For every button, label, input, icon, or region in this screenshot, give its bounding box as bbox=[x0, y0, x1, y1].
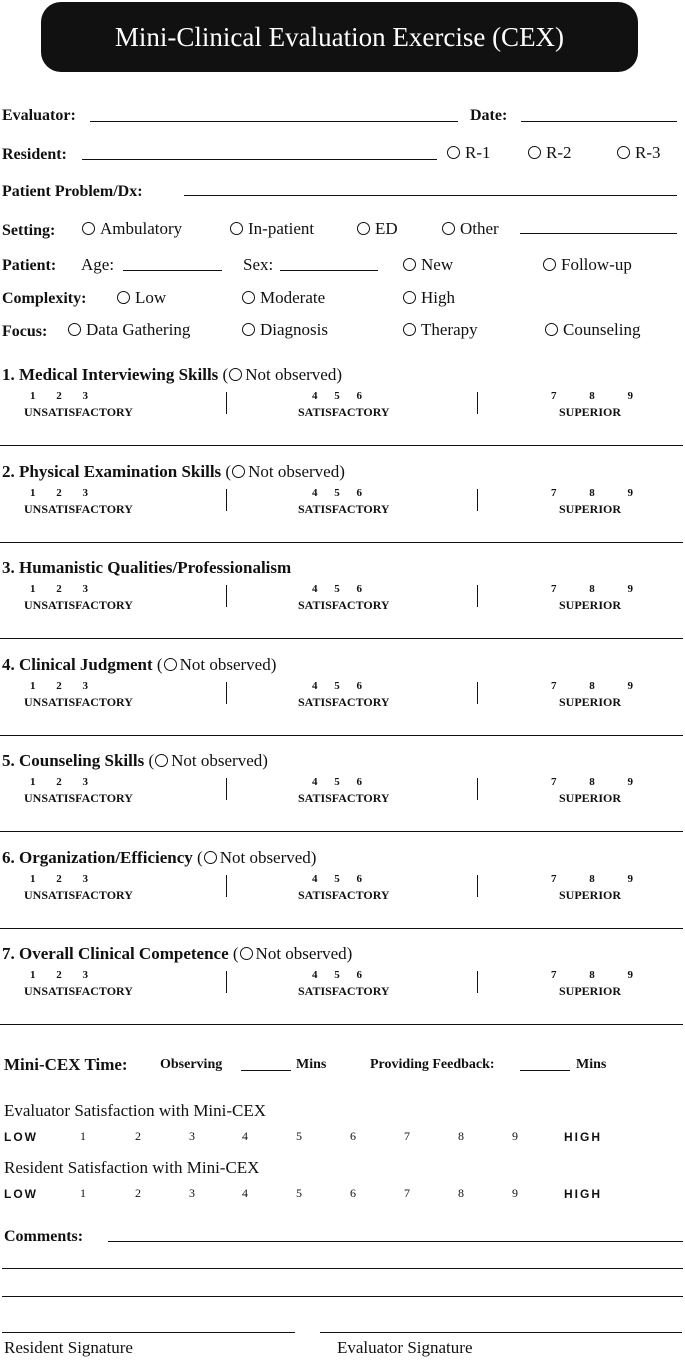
score-3[interactable]: 3 bbox=[82, 776, 88, 788]
radio-icon[interactable] bbox=[403, 258, 416, 271]
unsatisfactory-scores[interactable] bbox=[30, 390, 88, 402]
section-separator bbox=[0, 445, 683, 446]
observing-minutes-field[interactable] bbox=[241, 1070, 291, 1071]
section-2-title bbox=[2, 462, 345, 482]
not-observed-radio-icon[interactable] bbox=[240, 947, 253, 960]
focus-data-gathering[interactable]: Data Gathering bbox=[68, 320, 190, 340]
unsatisfactory-label: UNSATISFACTORY bbox=[24, 695, 133, 709]
scale-divider bbox=[226, 392, 227, 414]
superior-scores[interactable] bbox=[551, 680, 633, 692]
satisfactory-scores[interactable] bbox=[312, 969, 362, 981]
feedback-minutes-field[interactable] bbox=[520, 1070, 570, 1071]
setting-label: Setting: bbox=[2, 222, 56, 239]
score-3[interactable]: 3 bbox=[82, 680, 88, 692]
scale-divider bbox=[226, 875, 227, 897]
score-6[interactable]: 6 bbox=[356, 583, 362, 595]
comments-label: Comments: bbox=[4, 1228, 84, 1245]
superior-label: SUPERIOR bbox=[559, 791, 622, 805]
satisfaction-score-1[interactable]: 1 bbox=[80, 1129, 86, 1143]
not-observed-label: Not observed) bbox=[255, 944, 353, 963]
section-title-text: 7. Overall Clinical Competence bbox=[2, 944, 229, 963]
score-7[interactable]: 7 bbox=[551, 969, 557, 981]
section-7-title bbox=[2, 944, 352, 964]
resident-level-r3[interactable]: R-3 bbox=[617, 143, 661, 163]
satisfaction-score-4[interactable]: 4 bbox=[242, 1129, 248, 1143]
radio-icon[interactable] bbox=[403, 291, 416, 304]
feedback-label: Providing Feedback: bbox=[370, 1057, 495, 1072]
satisfaction-score-9[interactable]: 9 bbox=[512, 1186, 518, 1200]
not-observed-label: Not observed) bbox=[219, 848, 317, 867]
score-9[interactable]: 9 bbox=[627, 583, 633, 595]
not-observed-radio-icon[interactable] bbox=[204, 851, 217, 864]
satisfactory-scores[interactable] bbox=[312, 583, 362, 595]
score-5[interactable]: 5 bbox=[334, 390, 340, 402]
satisfaction-score-6[interactable]: 6 bbox=[350, 1186, 356, 1200]
score-2[interactable]: 2 bbox=[56, 583, 62, 595]
resident-signature-line[interactable] bbox=[2, 1332, 295, 1333]
score-2[interactable]: 2 bbox=[56, 390, 62, 402]
not-observed-label: Not observed) bbox=[248, 462, 345, 481]
scale-divider bbox=[477, 489, 478, 511]
score-3[interactable]: 3 bbox=[82, 969, 88, 981]
comments-field-line-2[interactable] bbox=[2, 1268, 683, 1269]
satisfaction-1-title: Evaluator Satisfaction with Mini-CEX bbox=[4, 1101, 267, 1120]
satisfaction-score-3[interactable]: 3 bbox=[189, 1186, 195, 1200]
satisfaction-score-3[interactable]: 3 bbox=[189, 1129, 195, 1143]
satisfaction-score-8[interactable]: 8 bbox=[458, 1186, 464, 1200]
radio-icon[interactable] bbox=[82, 222, 95, 235]
section-title-text: 3. Humanistic Qualities/Professionalism bbox=[2, 558, 292, 577]
radio-icon[interactable] bbox=[528, 146, 541, 159]
score-5[interactable]: 5 bbox=[334, 873, 340, 885]
score-3[interactable]: 3 bbox=[82, 390, 88, 402]
score-6[interactable]: 6 bbox=[356, 390, 362, 402]
observing-label: Observing bbox=[160, 1057, 223, 1072]
score-9[interactable]: 9 bbox=[627, 680, 633, 692]
satisfactory-label: SATISFACTORY bbox=[298, 695, 390, 709]
superior-scores[interactable] bbox=[551, 873, 633, 885]
unsatisfactory-scores[interactable] bbox=[30, 487, 88, 499]
unsatisfactory-label: UNSATISFACTORY bbox=[24, 598, 133, 612]
score-2[interactable]: 2 bbox=[56, 969, 62, 981]
complexity-moderate[interactable]: Moderate bbox=[242, 288, 325, 308]
sex-field[interactable] bbox=[280, 270, 378, 271]
score-7[interactable]: 7 bbox=[551, 680, 557, 692]
unsatisfactory-label: UNSATISFACTORY bbox=[24, 502, 133, 516]
score-9[interactable]: 9 bbox=[627, 390, 633, 402]
date-field[interactable] bbox=[521, 121, 677, 122]
unsatisfactory-label: UNSATISFACTORY bbox=[24, 888, 133, 902]
focus-counseling[interactable]: Counseling bbox=[545, 320, 640, 340]
score-9[interactable]: 9 bbox=[627, 776, 633, 788]
score-4[interactable]: 4 bbox=[312, 680, 318, 692]
section-note-open: ( bbox=[222, 365, 229, 384]
focus-diagnosis[interactable]: Diagnosis bbox=[242, 320, 328, 340]
setting-ed[interactable]: ED bbox=[357, 219, 398, 239]
score-1[interactable]: 1 bbox=[30, 873, 36, 885]
radio-icon[interactable] bbox=[117, 291, 130, 304]
not-observed-radio-icon[interactable] bbox=[155, 754, 168, 767]
score-5[interactable]: 5 bbox=[334, 969, 340, 981]
satisfactory-scores[interactable] bbox=[312, 390, 362, 402]
not-observed-radio-icon[interactable] bbox=[232, 465, 245, 478]
focus-therapy[interactable]: Therapy bbox=[403, 320, 478, 340]
score-4[interactable]: 4 bbox=[312, 873, 318, 885]
section-title-text: 2. Physical Examination Skills bbox=[2, 462, 222, 481]
sex-label: Sex: bbox=[243, 255, 274, 274]
satisfactory-label: SATISFACTORY bbox=[298, 405, 390, 419]
score-1[interactable]: 1 bbox=[30, 776, 36, 788]
scale-divider bbox=[477, 585, 478, 607]
satisfactory-scores[interactable] bbox=[312, 680, 362, 692]
unsatisfactory-scores[interactable] bbox=[30, 969, 88, 981]
satisfaction-high-label: HIGH bbox=[564, 1130, 602, 1144]
not-observed-label: Not observed) bbox=[171, 751, 268, 770]
score-4[interactable]: 4 bbox=[312, 969, 318, 981]
scale-divider bbox=[226, 971, 227, 993]
radio-icon[interactable] bbox=[230, 222, 243, 235]
unsatisfactory-scores[interactable] bbox=[30, 776, 88, 788]
score-3[interactable]: 3 bbox=[82, 583, 88, 595]
patient-label: Patient: bbox=[2, 257, 57, 274]
score-8[interactable]: 8 bbox=[589, 969, 595, 981]
score-4[interactable]: 4 bbox=[312, 776, 318, 788]
radio-icon[interactable] bbox=[447, 146, 460, 159]
radio-icon[interactable] bbox=[442, 222, 455, 235]
unsatisfactory-scores[interactable] bbox=[30, 583, 88, 595]
satisfaction-score-7[interactable]: 7 bbox=[404, 1186, 410, 1200]
patient-new[interactable]: New bbox=[403, 255, 453, 275]
superior-scores[interactable] bbox=[551, 969, 633, 981]
radio-icon[interactable] bbox=[242, 291, 255, 304]
satisfaction-score-7[interactable]: 7 bbox=[404, 1129, 410, 1143]
score-7[interactable]: 7 bbox=[551, 776, 557, 788]
unsatisfactory-scores[interactable] bbox=[30, 680, 88, 692]
resident-signature-label: Resident Signature bbox=[4, 1338, 133, 1357]
score-5[interactable]: 5 bbox=[334, 776, 340, 788]
time-label: Mini-CEX Time: bbox=[4, 1055, 128, 1074]
setting-other[interactable]: Other bbox=[442, 219, 499, 239]
satisfaction-score-2[interactable]: 2 bbox=[135, 1186, 141, 1200]
superior-scores[interactable] bbox=[551, 487, 633, 499]
score-6[interactable]: 6 bbox=[356, 969, 362, 981]
resident-field[interactable] bbox=[82, 159, 437, 160]
section-4-title bbox=[2, 655, 276, 675]
observing-mins-label: Mins bbox=[296, 1057, 327, 1072]
patient-followup[interactable]: Follow-up bbox=[543, 255, 632, 275]
section-note-open: ( bbox=[225, 462, 232, 481]
section-note-open: ( bbox=[197, 848, 203, 867]
radio-icon[interactable] bbox=[617, 146, 630, 159]
scale-divider bbox=[477, 778, 478, 800]
score-7[interactable]: 7 bbox=[551, 487, 557, 499]
superior-label: SUPERIOR bbox=[559, 888, 622, 902]
satisfactory-label: SATISFACTORY bbox=[298, 984, 390, 998]
age-label: Age: bbox=[81, 255, 115, 274]
evaluator-signature-label: Evaluator Signature bbox=[337, 1338, 473, 1357]
not-observed-label: Not observed) bbox=[245, 365, 342, 384]
radio-icon[interactable] bbox=[68, 323, 81, 336]
section-5-title bbox=[2, 751, 268, 771]
section-title-text: 6. Organization/Efficiency bbox=[2, 848, 193, 867]
score-2[interactable]: 2 bbox=[56, 680, 62, 692]
scale-divider bbox=[226, 489, 227, 511]
score-2[interactable]: 2 bbox=[56, 487, 62, 499]
setting-inpatient[interactable]: In-patient bbox=[230, 219, 314, 239]
unsatisfactory-label: UNSATISFACTORY bbox=[24, 405, 133, 419]
section-note-open: ( bbox=[232, 944, 239, 963]
scale-divider bbox=[226, 778, 227, 800]
comments-field-line-3[interactable] bbox=[2, 1296, 683, 1297]
scale-divider bbox=[226, 585, 227, 607]
satisfactory-label: SATISFACTORY bbox=[298, 598, 390, 612]
scale-divider bbox=[477, 392, 478, 414]
age-field[interactable] bbox=[123, 270, 222, 271]
satisfactory-scores[interactable] bbox=[312, 487, 362, 499]
radio-icon[interactable] bbox=[357, 222, 370, 235]
satisfaction-low-label: LOW bbox=[4, 1187, 38, 1201]
score-1[interactable]: 1 bbox=[30, 390, 36, 402]
problem-field[interactable] bbox=[184, 195, 677, 196]
satisfaction-score-5[interactable]: 5 bbox=[296, 1129, 302, 1143]
comments-field-line-1[interactable] bbox=[108, 1241, 683, 1242]
satisfaction-score-2[interactable]: 2 bbox=[135, 1129, 141, 1143]
setting-ambulatory[interactable]: Ambulatory bbox=[82, 219, 182, 239]
superior-label: SUPERIOR bbox=[559, 984, 622, 998]
score-1[interactable]: 1 bbox=[30, 969, 36, 981]
satisfactory-label: SATISFACTORY bbox=[298, 791, 390, 805]
satisfaction-score-6[interactable]: 6 bbox=[350, 1129, 356, 1143]
score-3[interactable]: 3 bbox=[82, 873, 88, 885]
not-observed-radio-icon[interactable] bbox=[164, 658, 177, 671]
superior-label: SUPERIOR bbox=[559, 598, 622, 612]
score-5[interactable]: 5 bbox=[334, 487, 340, 499]
score-9[interactable]: 9 bbox=[627, 969, 633, 981]
section-title-text: 5. Counseling Skills bbox=[2, 751, 145, 770]
date-label: Date: bbox=[470, 107, 508, 124]
score-8[interactable]: 8 bbox=[589, 487, 595, 499]
score-6[interactable]: 6 bbox=[356, 680, 362, 692]
complexity-low[interactable]: Low bbox=[117, 288, 166, 308]
satisfaction-score-5[interactable]: 5 bbox=[296, 1186, 302, 1200]
unsatisfactory-label: UNSATISFACTORY bbox=[24, 984, 133, 998]
satisfactory-label: SATISFACTORY bbox=[298, 502, 390, 516]
superior-label: SUPERIOR bbox=[559, 695, 622, 709]
section-separator bbox=[0, 1024, 683, 1025]
superior-scores[interactable] bbox=[551, 776, 633, 788]
feedback-mins-label: Mins bbox=[576, 1057, 607, 1072]
section-separator bbox=[0, 928, 683, 929]
evaluator-label: Evaluator: bbox=[2, 107, 76, 124]
section-3-title bbox=[2, 558, 291, 578]
score-2[interactable]: 2 bbox=[56, 873, 62, 885]
scale-divider bbox=[477, 971, 478, 993]
score-6[interactable]: 6 bbox=[356, 873, 362, 885]
score-9[interactable]: 9 bbox=[627, 487, 633, 499]
form-title: Mini-Clinical Evaluation Exercise (CEX) bbox=[41, 2, 638, 72]
score-4[interactable]: 4 bbox=[312, 487, 318, 499]
radio-icon[interactable] bbox=[545, 323, 558, 336]
section-title-text: 1. Medical Interviewing Skills bbox=[2, 365, 219, 384]
score-1[interactable]: 1 bbox=[30, 583, 36, 595]
score-1[interactable]: 1 bbox=[30, 487, 36, 499]
complexity-label: Complexity: bbox=[2, 290, 87, 307]
evaluator-field[interactable] bbox=[90, 121, 458, 122]
not-observed-radio-icon[interactable] bbox=[229, 368, 242, 381]
score-8[interactable]: 8 bbox=[589, 776, 595, 788]
section-1-title bbox=[2, 365, 342, 385]
score-7[interactable]: 7 bbox=[551, 873, 557, 885]
resident-label: Resident: bbox=[2, 146, 67, 163]
score-3[interactable]: 3 bbox=[82, 487, 88, 499]
satisfaction-score-9[interactable]: 9 bbox=[512, 1129, 518, 1143]
radio-icon[interactable] bbox=[403, 323, 416, 336]
focus-label: Focus: bbox=[2, 323, 48, 340]
satisfaction-high-label: HIGH bbox=[564, 1187, 602, 1201]
scale-divider bbox=[477, 875, 478, 897]
not-observed-label: Not observed) bbox=[179, 655, 277, 674]
evaluator-signature-line[interactable] bbox=[320, 1332, 682, 1333]
satisfaction-score-8[interactable]: 8 bbox=[458, 1129, 464, 1143]
superior-label: SUPERIOR bbox=[559, 405, 622, 419]
score-7[interactable]: 7 bbox=[551, 583, 557, 595]
satisfaction-2-title: Resident Satisfaction with Mini-CEX bbox=[4, 1158, 260, 1177]
section-note-open: ( bbox=[156, 655, 163, 674]
section-title-text: 4. Clinical Judgment bbox=[2, 655, 153, 674]
score-6[interactable]: 6 bbox=[356, 776, 362, 788]
problem-label: Patient Problem/Dx: bbox=[2, 183, 143, 200]
radio-icon[interactable] bbox=[242, 323, 255, 336]
section-separator bbox=[0, 735, 683, 736]
complexity-high[interactable]: High bbox=[403, 288, 455, 308]
score-4[interactable]: 4 bbox=[312, 583, 318, 595]
satisfactory-scores[interactable] bbox=[312, 873, 362, 885]
score-6[interactable]: 6 bbox=[356, 487, 362, 499]
score-7[interactable]: 7 bbox=[551, 390, 557, 402]
satisfaction-score-1[interactable]: 1 bbox=[80, 1186, 86, 1200]
score-2[interactable]: 2 bbox=[56, 776, 62, 788]
unsatisfactory-label: UNSATISFACTORY bbox=[24, 791, 133, 805]
satisfaction-low-label: LOW bbox=[4, 1130, 38, 1144]
score-5[interactable]: 5 bbox=[334, 583, 340, 595]
section-separator bbox=[0, 542, 683, 543]
satisfaction-score-4[interactable]: 4 bbox=[242, 1186, 248, 1200]
score-4[interactable]: 4 bbox=[312, 390, 318, 402]
unsatisfactory-scores[interactable] bbox=[30, 873, 88, 885]
setting-other-field[interactable] bbox=[520, 233, 677, 234]
score-1[interactable]: 1 bbox=[30, 680, 36, 692]
satisfactory-label: SATISFACTORY bbox=[298, 888, 390, 902]
section-note-open: ( bbox=[148, 751, 155, 770]
section-6-title bbox=[2, 848, 316, 868]
score-5[interactable]: 5 bbox=[334, 680, 340, 692]
score-9[interactable]: 9 bbox=[627, 873, 633, 885]
scale-divider bbox=[477, 682, 478, 704]
section-separator bbox=[0, 638, 683, 639]
score-8[interactable]: 8 bbox=[589, 873, 595, 885]
scale-divider bbox=[226, 682, 227, 704]
resident-level-r2[interactable]: R-2 bbox=[528, 143, 572, 163]
satisfactory-scores[interactable] bbox=[312, 776, 362, 788]
superior-label: SUPERIOR bbox=[559, 502, 622, 516]
resident-level-r1[interactable]: R-1 bbox=[447, 143, 491, 163]
score-8[interactable]: 8 bbox=[589, 390, 595, 402]
superior-scores[interactable] bbox=[551, 390, 633, 402]
score-8[interactable]: 8 bbox=[589, 680, 595, 692]
radio-icon[interactable] bbox=[543, 258, 556, 271]
score-8[interactable]: 8 bbox=[589, 583, 595, 595]
section-separator bbox=[0, 831, 683, 832]
superior-scores[interactable] bbox=[551, 583, 633, 595]
